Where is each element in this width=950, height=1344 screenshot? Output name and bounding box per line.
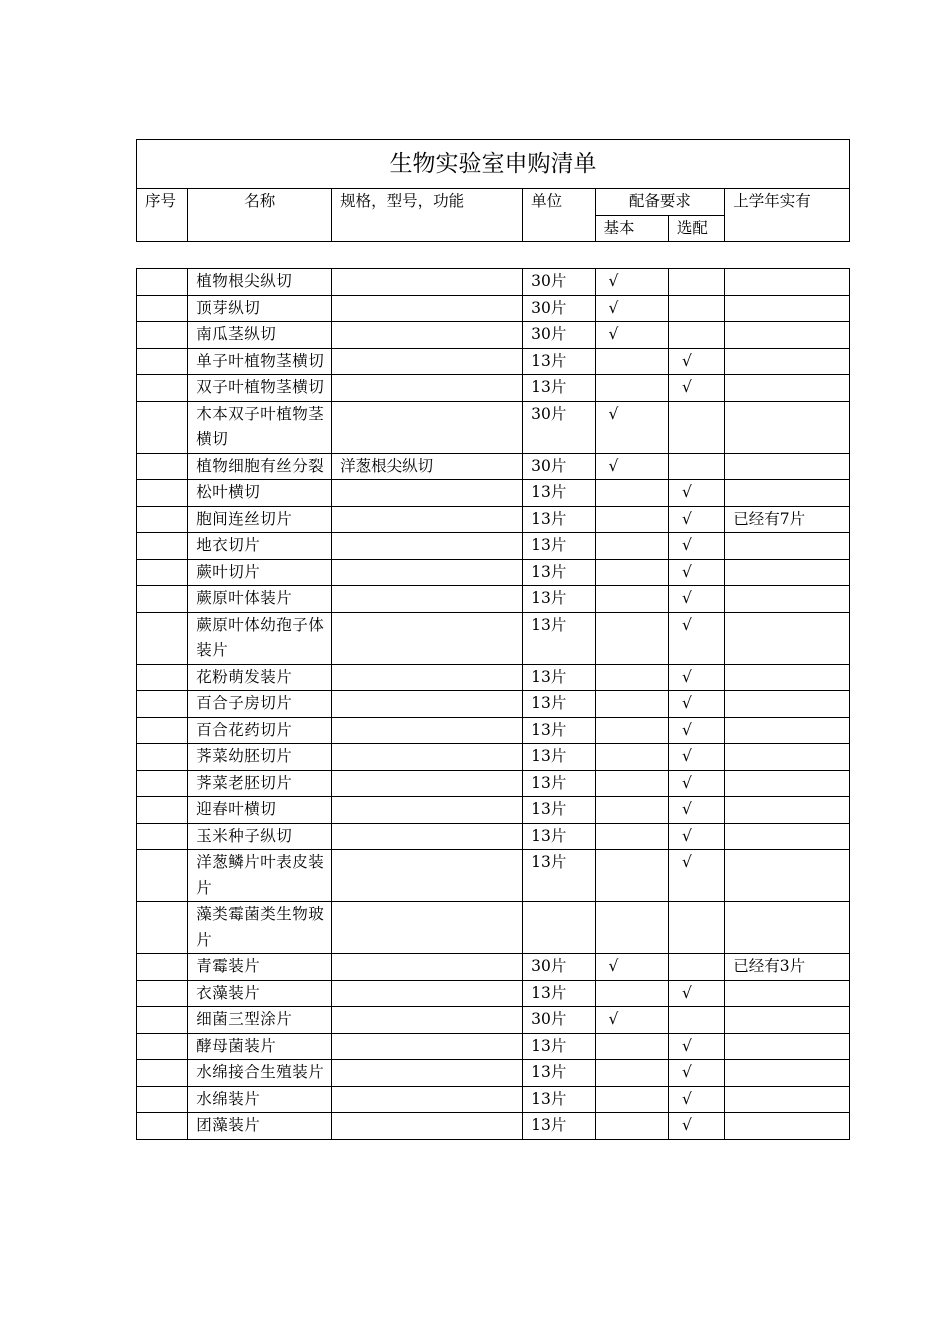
cell-name: 松叶横切	[188, 480, 332, 507]
cell-unit: 30片	[523, 954, 595, 981]
cell-optional: √	[668, 586, 724, 613]
header-unit: 单位	[523, 189, 595, 242]
cell-existing	[725, 533, 850, 560]
cell-optional: √	[668, 348, 724, 375]
table-row	[137, 506, 850, 533]
cell-optional: √	[668, 744, 724, 771]
header-spec: 规格，型号，功能	[332, 189, 523, 242]
cell-existing	[725, 902, 850, 954]
cell-name: 花粉萌发装片	[188, 664, 332, 691]
cell-no	[137, 1033, 188, 1060]
cell-basic	[595, 770, 668, 797]
cell-spec	[332, 375, 523, 402]
cell-existing	[725, 612, 850, 664]
cell-optional: √	[668, 1060, 724, 1087]
cell-no	[137, 1113, 188, 1140]
cell-optional: √	[668, 559, 724, 586]
cell-optional	[668, 1007, 724, 1034]
cell-spec	[332, 506, 523, 533]
cell-name: 酵母菌装片	[188, 1033, 332, 1060]
cell-unit: 13片	[523, 1113, 595, 1140]
cell-basic	[595, 480, 668, 507]
cell-basic: √	[595, 954, 668, 981]
cell-name: 蕨叶切片	[188, 559, 332, 586]
cell-optional: √	[668, 797, 724, 824]
table-row	[137, 691, 850, 718]
cell-no	[137, 717, 188, 744]
cell-name: 百合子房切片	[188, 691, 332, 718]
cell-unit: 30片	[523, 401, 595, 453]
cell-spec	[332, 1060, 523, 1087]
table-row	[137, 770, 850, 797]
cell-existing: 已经有7片	[725, 506, 850, 533]
table-row	[137, 480, 850, 507]
table-row	[137, 348, 850, 375]
cell-optional: √	[668, 691, 724, 718]
header-no: 序号	[137, 189, 188, 242]
cell-basic	[595, 823, 668, 850]
cell-spec	[332, 1007, 523, 1034]
cell-spec	[332, 586, 523, 613]
cell-spec	[332, 744, 523, 771]
cell-optional: √	[668, 664, 724, 691]
cell-basic: √	[595, 1007, 668, 1034]
cell-existing	[725, 980, 850, 1007]
cell-name: 水绵装片	[188, 1086, 332, 1113]
cell-no	[137, 348, 188, 375]
cell-unit	[523, 902, 595, 954]
cell-basic	[595, 506, 668, 533]
table-row	[137, 559, 850, 586]
cell-basic	[595, 559, 668, 586]
cell-name: 木本双子叶植物茎横切	[188, 401, 332, 453]
cell-no	[137, 902, 188, 954]
cell-spec	[332, 691, 523, 718]
table-row	[137, 322, 850, 349]
cell-existing	[725, 850, 850, 902]
cell-basic	[595, 797, 668, 824]
cell-unit: 13片	[523, 664, 595, 691]
cell-unit: 13片	[523, 612, 595, 664]
cell-name: 植物根尖纵切	[188, 269, 332, 296]
cell-basic	[595, 850, 668, 902]
header-name: 名称	[188, 189, 332, 242]
cell-unit: 13片	[523, 717, 595, 744]
table-row	[137, 823, 850, 850]
cell-no	[137, 850, 188, 902]
cell-existing	[725, 691, 850, 718]
cell-existing	[725, 401, 850, 453]
cell-existing	[725, 1033, 850, 1060]
cell-spec	[332, 717, 523, 744]
cell-existing	[725, 586, 850, 613]
table-row	[137, 401, 850, 453]
cell-spec	[332, 902, 523, 954]
cell-optional	[668, 401, 724, 453]
cell-name: 团藻装片	[188, 1113, 332, 1140]
table-row	[137, 664, 850, 691]
cell-optional: √	[668, 1113, 724, 1140]
cell-no	[137, 506, 188, 533]
cell-no	[137, 559, 188, 586]
cell-optional: √	[668, 1086, 724, 1113]
cell-optional: √	[668, 506, 724, 533]
cell-name: 南瓜茎纵切	[188, 322, 332, 349]
cell-basic	[595, 348, 668, 375]
cell-no	[137, 691, 188, 718]
cell-no	[137, 612, 188, 664]
cell-no	[137, 375, 188, 402]
cell-unit: 13片	[523, 797, 595, 824]
cell-no	[137, 480, 188, 507]
cell-unit: 30片	[523, 453, 595, 480]
cell-name: 蕨原叶体幼孢子体装片	[188, 612, 332, 664]
cell-unit: 13片	[523, 480, 595, 507]
cell-optional: √	[668, 480, 724, 507]
cell-spec	[332, 480, 523, 507]
cell-no	[137, 954, 188, 981]
cell-existing	[725, 1007, 850, 1034]
cell-basic: √	[595, 295, 668, 322]
cell-spec	[332, 770, 523, 797]
table-row	[137, 797, 850, 824]
cell-no	[137, 533, 188, 560]
cell-no	[137, 1060, 188, 1087]
cell-existing	[725, 770, 850, 797]
cell-unit: 13片	[523, 1033, 595, 1060]
cell-spec	[332, 348, 523, 375]
cell-spec	[332, 559, 523, 586]
cell-existing	[725, 797, 850, 824]
cell-optional	[668, 954, 724, 981]
cell-no	[137, 1007, 188, 1034]
page-title: 生物实验室申购清单	[137, 140, 850, 189]
header-table	[136, 139, 850, 242]
cell-unit: 13片	[523, 375, 595, 402]
cell-unit: 13片	[523, 1086, 595, 1113]
cell-existing	[725, 744, 850, 771]
cell-optional: √	[668, 770, 724, 797]
table-row	[137, 717, 850, 744]
cell-spec	[332, 322, 523, 349]
cell-unit: 13片	[523, 744, 595, 771]
cell-existing	[725, 717, 850, 744]
cell-spec	[332, 1033, 523, 1060]
cell-optional: √	[668, 980, 724, 1007]
cell-optional	[668, 322, 724, 349]
cell-optional: √	[668, 612, 724, 664]
cell-existing	[725, 322, 850, 349]
items-table	[136, 268, 850, 1140]
header-existing: 上学年实有	[725, 189, 850, 242]
cell-unit: 13片	[523, 691, 595, 718]
cell-optional	[668, 902, 724, 954]
cell-no	[137, 295, 188, 322]
cell-unit: 13片	[523, 506, 595, 533]
cell-basic	[595, 1060, 668, 1087]
cell-basic	[595, 533, 668, 560]
table-row	[137, 295, 850, 322]
cell-existing	[725, 480, 850, 507]
cell-name: 细菌三型涂片	[188, 1007, 332, 1034]
cell-no	[137, 1086, 188, 1113]
cell-name: 青霉装片	[188, 954, 332, 981]
cell-spec	[332, 823, 523, 850]
cell-optional	[668, 269, 724, 296]
cell-unit: 13片	[523, 586, 595, 613]
header-optional: 选配	[668, 215, 724, 242]
cell-name: 单子叶植物茎横切	[188, 348, 332, 375]
cell-existing	[725, 664, 850, 691]
cell-spec	[332, 797, 523, 824]
cell-basic	[595, 612, 668, 664]
cell-name: 玉米种子纵切	[188, 823, 332, 850]
cell-name: 迎春叶横切	[188, 797, 332, 824]
cell-basic	[595, 691, 668, 718]
table-row	[137, 954, 850, 981]
cell-name: 植物细胞有丝分裂	[188, 453, 332, 480]
cell-spec: 洋葱根尖纵切	[332, 453, 523, 480]
cell-name: 蕨原叶体装片	[188, 586, 332, 613]
cell-optional: √	[668, 850, 724, 902]
cell-basic	[595, 744, 668, 771]
cell-optional: √	[668, 717, 724, 744]
cell-no	[137, 586, 188, 613]
table-row	[137, 453, 850, 480]
cell-basic	[595, 717, 668, 744]
cell-basic: √	[595, 322, 668, 349]
cell-existing	[725, 453, 850, 480]
table-row	[137, 375, 850, 402]
cell-spec	[332, 612, 523, 664]
cell-no	[137, 664, 188, 691]
cell-basic: √	[595, 269, 668, 296]
cell-basic: √	[595, 453, 668, 480]
table-row	[137, 533, 850, 560]
table-row	[137, 1086, 850, 1113]
cell-name: 荠菜老胚切片	[188, 770, 332, 797]
cell-unit: 13片	[523, 559, 595, 586]
header-requirement: 配备要求	[595, 189, 725, 216]
cell-basic	[595, 980, 668, 1007]
cell-basic	[595, 664, 668, 691]
cell-existing	[725, 1060, 850, 1087]
cell-name: 水绵接合生殖装片	[188, 1060, 332, 1087]
cell-name: 胞间连丝切片	[188, 506, 332, 533]
cell-unit: 13片	[523, 1060, 595, 1087]
cell-spec	[332, 954, 523, 981]
cell-spec	[332, 401, 523, 453]
cell-unit: 13片	[523, 980, 595, 1007]
table-row	[137, 744, 850, 771]
table-row	[137, 586, 850, 613]
cell-spec	[332, 850, 523, 902]
table-row	[137, 1113, 850, 1140]
cell-basic	[595, 586, 668, 613]
cell-basic	[595, 375, 668, 402]
cell-name: 双子叶植物茎横切	[188, 375, 332, 402]
cell-spec	[332, 664, 523, 691]
cell-name: 衣藻装片	[188, 980, 332, 1007]
cell-name: 洋葱鳞片叶表皮装片	[188, 850, 332, 902]
cell-no	[137, 322, 188, 349]
cell-existing	[725, 1086, 850, 1113]
table-row	[137, 269, 850, 296]
cell-spec	[332, 980, 523, 1007]
cell-spec	[332, 1086, 523, 1113]
table-row	[137, 980, 850, 1007]
cell-no	[137, 980, 188, 1007]
cell-spec	[332, 269, 523, 296]
cell-no	[137, 823, 188, 850]
cell-existing	[725, 559, 850, 586]
cell-existing	[725, 823, 850, 850]
cell-unit: 30片	[523, 269, 595, 296]
cell-name: 百合花药切片	[188, 717, 332, 744]
header-basic: 基本	[595, 215, 668, 242]
table-row	[137, 1033, 850, 1060]
cell-no	[137, 401, 188, 453]
cell-existing: 已经有3片	[725, 954, 850, 981]
cell-existing	[725, 375, 850, 402]
cell-unit: 13片	[523, 770, 595, 797]
cell-no	[137, 770, 188, 797]
cell-existing	[725, 295, 850, 322]
cell-optional: √	[668, 375, 724, 402]
cell-unit: 13片	[523, 348, 595, 375]
cell-basic	[595, 1113, 668, 1140]
table-row	[137, 1060, 850, 1087]
cell-spec	[332, 533, 523, 560]
cell-name: 荠菜幼胚切片	[188, 744, 332, 771]
cell-unit: 30片	[523, 322, 595, 349]
table-row	[137, 850, 850, 902]
cell-basic: √	[595, 401, 668, 453]
cell-existing	[725, 269, 850, 296]
cell-optional: √	[668, 823, 724, 850]
cell-name: 顶芽纵切	[188, 295, 332, 322]
cell-no	[137, 269, 188, 296]
table-row	[137, 612, 850, 664]
cell-unit: 30片	[523, 1007, 595, 1034]
cell-name: 地衣切片	[188, 533, 332, 560]
table-row	[137, 1007, 850, 1034]
cell-optional	[668, 453, 724, 480]
cell-basic	[595, 902, 668, 954]
cell-basic	[595, 1086, 668, 1113]
cell-unit: 30片	[523, 295, 595, 322]
cell-no	[137, 744, 188, 771]
cell-unit: 13片	[523, 823, 595, 850]
cell-no	[137, 453, 188, 480]
cell-spec	[332, 295, 523, 322]
cell-unit: 13片	[523, 850, 595, 902]
cell-existing	[725, 1113, 850, 1140]
cell-no	[137, 797, 188, 824]
cell-optional	[668, 295, 724, 322]
cell-basic	[595, 1033, 668, 1060]
cell-optional: √	[668, 533, 724, 560]
cell-spec	[332, 1113, 523, 1140]
cell-existing	[725, 348, 850, 375]
table-row	[137, 902, 850, 954]
cell-optional: √	[668, 1033, 724, 1060]
cell-unit: 13片	[523, 533, 595, 560]
cell-name: 藻类霉菌类生物玻片	[188, 902, 332, 954]
